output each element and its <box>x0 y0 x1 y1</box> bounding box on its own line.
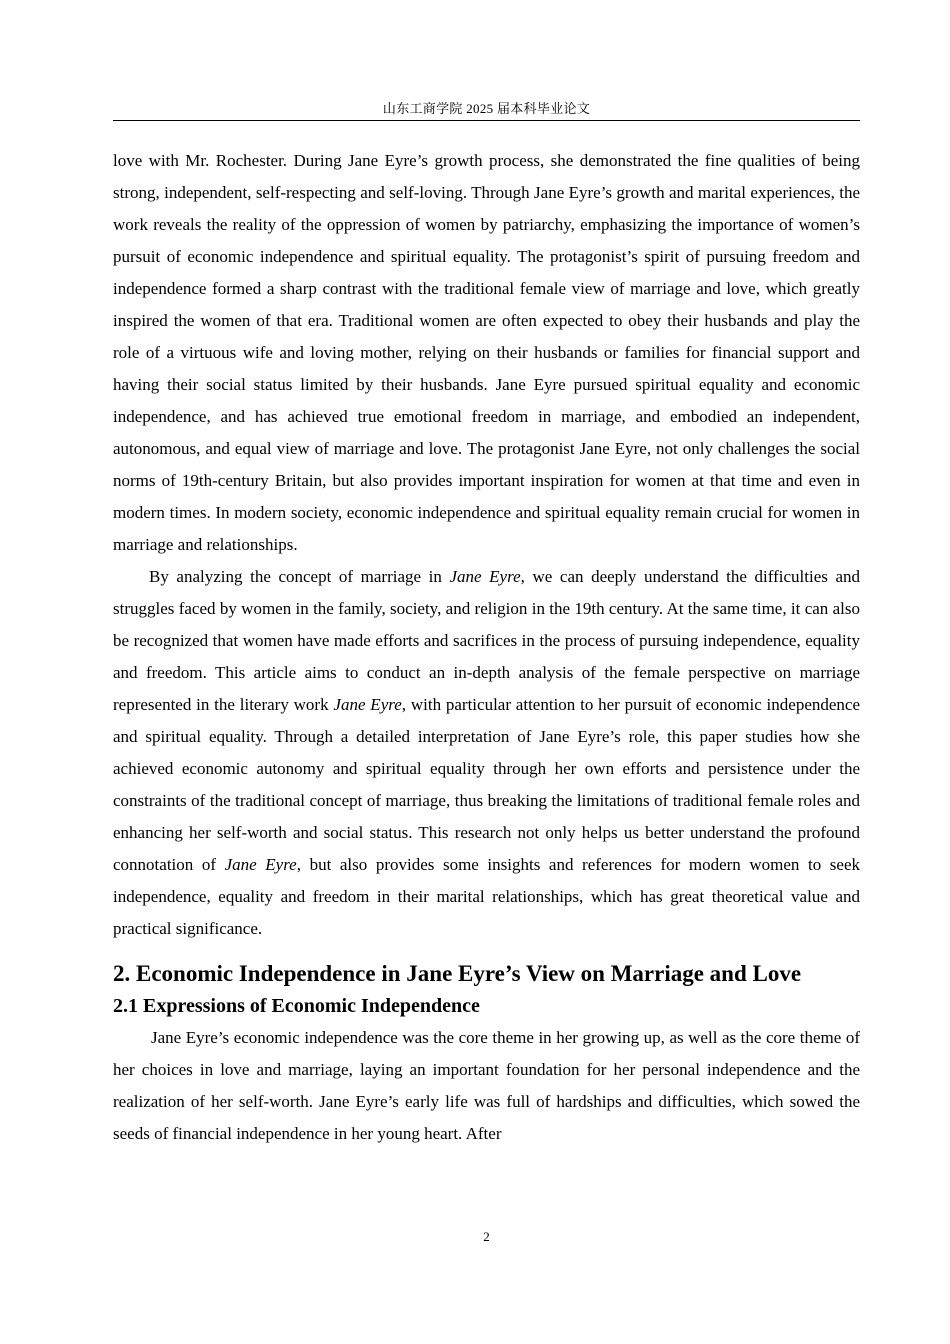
running-header: 山东工商学院 2025 届本科毕业论文 <box>382 101 591 116</box>
paragraph-text: , but also provides some insights and references for modern women to seek independence, equality and freedom in their marital relationships, which has great theoretical value and practical significance. <box>113 855 860 938</box>
header-rule <box>113 120 860 121</box>
paragraph-text: By analyzing the concept of marriage in <box>149 567 450 586</box>
paragraph-continuation: love with Mr. Rochester. During Jane Eyre’s growth process, she demonstrated the fine qualities of being strong, independent, self-respecting and self-loving. Through Jane Eyre’s growth and marital experiences, the work reveals the reality of the oppression of women by patriarchy, emphasizing the importance of women’s pursuit of economic independence and spiritual equality. The protagonist’s spirit of pursuing freedom and independence formed a sharp contrast with the traditional female view of marriage and love, which greatly inspired the women of that era. Traditional women are often expected to obey their husbands and play the role of a virtuous wife and loving mother, relying on their husbands or families for financial support and having their social status limited by their husbands. Jane Eyre pursued spiritual equality and economic independence, and has achieved true emotional freedom in marriage, and embodied an independent, autonomous, and equal view of marriage and love. The protagonist Jane Eyre, not only challenges the social norms of 19th-century Britain, but also provides important inspiration for women at that time and even in modern times. In modern society, economic independence and spiritual equality remain crucial for women in marriage and relationships. <box>113 151 860 554</box>
body-text <box>113 145 860 1150</box>
book-title: Jane Eyre <box>333 695 402 714</box>
paragraph-text: , with particular attention to her pursuit of economic independence and spiritual equality. Through a detailed interpretation of Jane Eyre’s role, this paper studies how she achieved economic autonomy and spiritual equality through her own efforts and persistence under the constraints of the traditional concept of marriage, thus breaking the limitations of traditional female roles and enhancing her self-worth and social status. This research not only helps us better understand the profound connotation of <box>113 695 860 874</box>
page-number: 2 <box>483 1229 490 1244</box>
book-title: Jane Eyre <box>449 567 521 586</box>
subsection-heading: 2.1 Expressions of Economic Independence <box>113 995 480 1017</box>
paragraph-analysis <box>113 561 860 945</box>
book-title: Jane Eyre <box>224 855 297 874</box>
section-heading: 2. Economic Independence in Jane Eyre’s View on Marriage and Love <box>113 961 802 986</box>
paragraph-economic-independence: Jane Eyre’s economic independence was the core theme in her growing up, as well as the core theme of her choices in love and marriage, laying an important foundation for her personal independence and the realization of her self-worth. Jane Eyre’s early life was full of hardships and difficulties, which sowed the seeds of financial independence in her young heart. After <box>113 1028 860 1143</box>
paragraph-text: , we can deeply understand the difficulties and struggles faced by women in the family, society, and religion in the 19th century. At the same time, it can also be recognized that women have made efforts and sacrifices in the process of pursuing independence, equality and freedom. This article aims to conduct an in-depth analysis of the female perspective on marriage represented in the literary work <box>113 567 860 714</box>
